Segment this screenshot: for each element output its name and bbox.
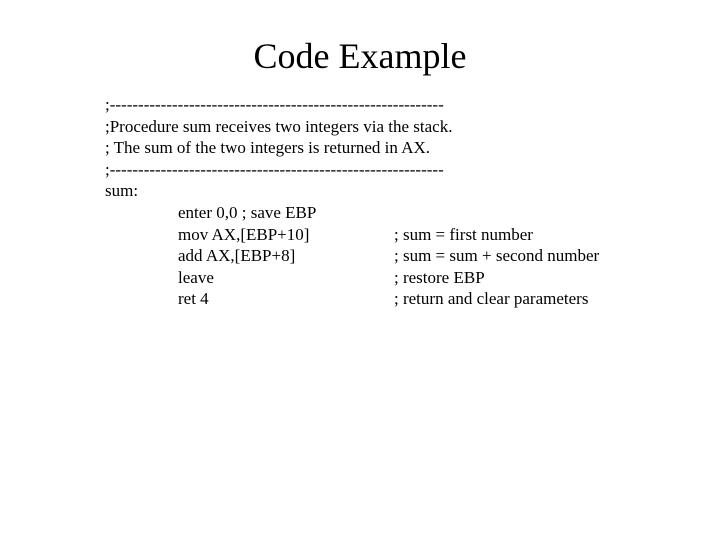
code-line <box>105 224 533 246</box>
code-comment: ; return and clear parameters <box>394 289 589 309</box>
slide-title: Code Example <box>253 36 467 76</box>
header-separator-bottom: ;----------------------------------------------------------- <box>105 159 444 179</box>
instruction: enter 0,0 ; save EBP <box>178 202 317 222</box>
code-comment: ; restore EBP <box>394 267 485 287</box>
instruction: add AX,[EBP+8] <box>178 246 296 266</box>
code-comment: ; sum = first number <box>394 224 533 244</box>
header-comment-line: ;Procedure sum receives two integers via the stack. <box>105 116 453 136</box>
code-line <box>105 202 452 224</box>
header-separator-top: ;----------------------------------------------------------- <box>105 95 444 114</box>
code-line <box>105 288 589 310</box>
code-comment: ; sum = sum + second number <box>394 246 600 266</box>
header-comment-line: ; The sum of the two integers is returned in AX. <box>105 138 430 158</box>
code-line <box>105 245 600 267</box>
instruction: ret 4 <box>178 289 209 309</box>
procedure-label: sum: <box>105 181 139 201</box>
instruction: mov AX,[EBP+10] <box>178 224 310 244</box>
code-block <box>105 94 600 310</box>
instruction: leave <box>178 267 214 287</box>
code-line <box>105 267 485 289</box>
